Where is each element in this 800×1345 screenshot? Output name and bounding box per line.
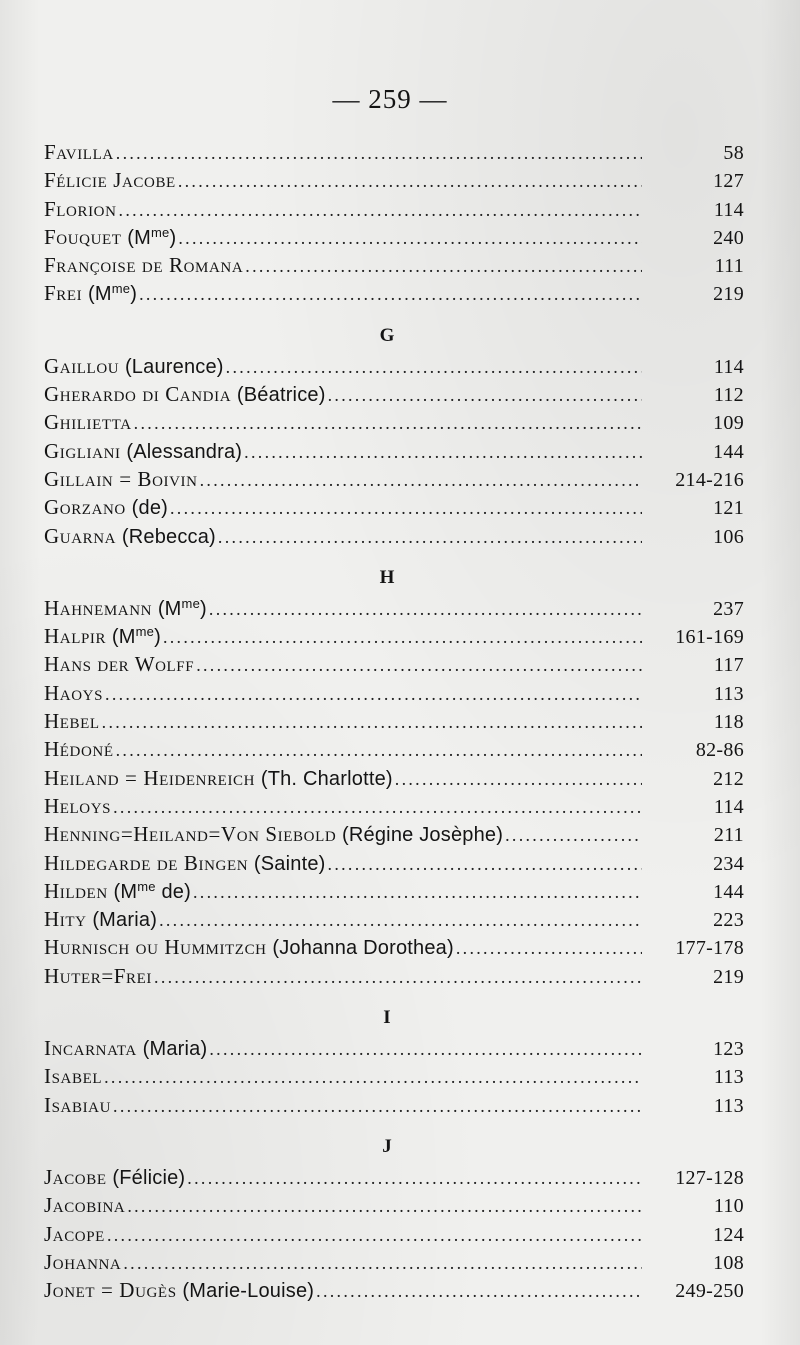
entry-surname: Gillain = Boivin xyxy=(44,466,198,491)
entry-name xyxy=(44,197,117,222)
index-entry xyxy=(44,168,744,196)
entry-qualifier: $(M^{me})$ xyxy=(82,281,138,306)
index-entry xyxy=(44,524,744,552)
index-entry xyxy=(44,822,744,850)
entry-name xyxy=(44,596,207,621)
entry-surname: Hity xyxy=(44,907,87,932)
index-entry xyxy=(44,596,744,624)
entry-surname: Ghilietta xyxy=(44,410,132,435)
entry-qualifier: (Marie-Louise) xyxy=(176,1280,315,1303)
entry-surname: Isabel xyxy=(44,1064,103,1089)
entry-name xyxy=(44,1036,207,1061)
index-entry xyxy=(44,225,744,253)
index-entry xyxy=(44,1222,744,1250)
index-entry xyxy=(44,467,744,495)
dot-leader xyxy=(163,628,642,646)
entry-qualifier: (Johanna Dorothea) xyxy=(266,937,454,960)
entry-name xyxy=(44,1222,105,1247)
index-entry xyxy=(44,439,744,467)
entry-surname: Henning=Heiland=Von Siebold xyxy=(44,822,337,847)
entry-surname: Guarna xyxy=(44,523,117,548)
entry-surname: Félicie Jacobe xyxy=(44,168,176,193)
entry-qualifier: $(M^{me})$ xyxy=(121,224,177,249)
dot-leader xyxy=(187,1169,642,1187)
entry-name xyxy=(44,709,100,734)
index-entry xyxy=(44,354,744,382)
entry-name xyxy=(44,382,326,407)
index-entry xyxy=(44,197,744,225)
dot-leader xyxy=(107,1226,642,1244)
page-reference: 249-250 xyxy=(675,1280,744,1303)
entry-surname: Haoys xyxy=(44,680,104,705)
page-reference: 223 xyxy=(713,909,744,932)
entry-qualifier: (Félicie) xyxy=(106,1166,186,1189)
entry-qualifier: (Th. Charlotte) xyxy=(255,767,393,790)
entry-surname: Françoise de Romana xyxy=(44,253,244,278)
entry-surname: Gigliani xyxy=(44,438,121,463)
index-entry xyxy=(44,382,744,410)
dot-leader xyxy=(456,939,642,957)
dot-leader xyxy=(245,257,642,275)
entry-qualifier: (Laurence) xyxy=(119,355,224,378)
dot-leader xyxy=(105,685,642,703)
entry-surname: Fouquet xyxy=(44,224,122,249)
page-reference: 237 xyxy=(713,597,744,620)
dot-leader xyxy=(209,600,642,618)
entry-name xyxy=(44,794,111,819)
entry-name xyxy=(44,652,194,677)
page-reference: 118 xyxy=(713,711,744,734)
page-reference: 106 xyxy=(713,525,744,548)
index-entry xyxy=(44,1093,744,1121)
dot-leader xyxy=(113,798,642,816)
page-reference: 177-178 xyxy=(675,937,744,960)
dot-leader xyxy=(395,770,642,788)
entry-surname: Frei xyxy=(44,281,83,306)
dot-leader xyxy=(196,656,642,674)
entry-name xyxy=(44,1250,121,1275)
entry-surname: Hilden xyxy=(44,878,108,903)
index-entry xyxy=(44,737,744,765)
section-letter: H xyxy=(379,566,395,588)
entry-surname: Hurnisch ou Hummitzch xyxy=(44,935,267,960)
entry-surname: Incarnata xyxy=(44,1036,137,1061)
entry-surname: Jacobe xyxy=(44,1164,107,1189)
page-reference: 124 xyxy=(713,1223,744,1246)
index-entry xyxy=(44,1036,744,1064)
dot-leader xyxy=(226,358,642,376)
entry-surname: Gorzano xyxy=(44,495,126,520)
entry-name xyxy=(44,624,161,649)
entry-surname: Johanna xyxy=(44,1249,122,1274)
entry-qualifier: $(M^{me})$ xyxy=(106,624,161,649)
entry-name xyxy=(44,225,176,250)
dot-leader xyxy=(116,741,642,759)
dot-leader xyxy=(123,1254,642,1272)
entry-surname: Florion xyxy=(44,196,117,221)
index-entry xyxy=(44,140,744,168)
page-reference: 234 xyxy=(713,852,744,875)
entry-qualifier: (Sainte) xyxy=(248,852,326,875)
entry-qualifier: (Maria) xyxy=(136,1038,208,1061)
entry-surname: Hans der Wolff xyxy=(44,652,195,677)
dot-leader xyxy=(505,826,642,844)
entry-surname: Hédoné xyxy=(44,737,114,762)
page-reference: 127-128 xyxy=(675,1166,744,1189)
dot-leader xyxy=(200,471,642,489)
section-letter: G xyxy=(379,324,395,346)
dot-leader xyxy=(102,713,642,731)
page-reference: 113 xyxy=(713,682,744,705)
index-entry xyxy=(44,851,744,879)
dot-leader xyxy=(134,414,642,432)
entry-name xyxy=(44,1165,185,1190)
entry-qualifier: $(M^{me})$ xyxy=(152,595,207,620)
page-reference: 121 xyxy=(713,497,744,520)
entry-name xyxy=(44,168,176,193)
entry-qualifier: (de) xyxy=(125,497,168,520)
dot-leader xyxy=(328,855,642,873)
index-entry xyxy=(44,794,744,822)
entry-name xyxy=(44,140,114,165)
index-entry xyxy=(44,495,744,523)
page-reference: 214-216 xyxy=(675,468,744,491)
entry-qualifier: (Régine Josèphe) xyxy=(336,824,504,847)
page-reference: 127 xyxy=(713,170,744,193)
entry-name xyxy=(44,495,168,520)
page-reference: 114 xyxy=(713,355,744,378)
entry-name xyxy=(44,410,132,435)
entry-name xyxy=(44,681,103,706)
index-entry xyxy=(44,1165,744,1193)
dot-leader xyxy=(104,1068,642,1086)
entry-surname: Huter=Frei xyxy=(44,963,153,988)
dot-leader xyxy=(113,1097,642,1115)
entry-surname: Hahnemann xyxy=(44,595,153,620)
index-entry xyxy=(44,766,744,794)
page-reference: 111 xyxy=(714,255,744,278)
entry-name xyxy=(44,354,224,379)
index-entry xyxy=(44,410,744,438)
page-reference: 58 xyxy=(723,142,744,164)
entry-surname: Jonet = Dugès xyxy=(44,1278,177,1303)
dot-leader xyxy=(119,201,642,219)
page-reference: 161-169 xyxy=(675,626,744,649)
dot-leader xyxy=(193,883,642,901)
entry-name xyxy=(44,467,198,492)
entry-name xyxy=(44,879,191,904)
entry-name xyxy=(44,1193,125,1218)
page-reference: 144 xyxy=(713,440,744,463)
dot-leader xyxy=(154,968,642,986)
entry-surname: Hildegarde de Bingen xyxy=(44,850,249,875)
index-entry xyxy=(44,681,744,709)
page-reference: 123 xyxy=(713,1038,744,1061)
entry-qualifier: (Béatrice) xyxy=(231,384,326,407)
index-entry xyxy=(44,907,744,935)
section-letter: I xyxy=(383,1007,391,1029)
entry-name xyxy=(44,964,152,989)
page-number: — 259 — xyxy=(332,84,448,114)
entry-surname: Heloys xyxy=(44,793,112,818)
index-entry xyxy=(44,281,744,309)
index-entry xyxy=(44,624,744,652)
page-reference: 109 xyxy=(713,412,744,435)
dot-leader xyxy=(218,528,642,546)
entry-qualifier: (Rebecca) xyxy=(116,525,216,548)
page-reference: 108 xyxy=(713,1251,744,1274)
page-reference: 113 xyxy=(713,1094,744,1117)
index-entry xyxy=(44,964,744,992)
index-entry xyxy=(44,709,744,737)
entry-surname: Gaillou xyxy=(44,353,120,378)
dot-leader xyxy=(178,229,642,247)
dot-leader xyxy=(139,285,642,303)
entry-surname: Halpir xyxy=(44,624,107,649)
dot-leader xyxy=(316,1282,642,1300)
section-letter: J xyxy=(382,1135,392,1157)
entry-surname: Heiland = Heidenreich xyxy=(44,765,256,790)
entry-qualifier: ($M^{me}$ de) xyxy=(107,878,191,903)
entry-name xyxy=(44,822,503,847)
page-reference: 114 xyxy=(713,795,744,818)
entry-surname: Jacope xyxy=(44,1221,105,1246)
dot-leader xyxy=(127,1197,642,1215)
index-entry xyxy=(44,1278,744,1306)
entry-surname: Jacobina xyxy=(44,1193,126,1218)
entry-qualifier: (Maria) xyxy=(86,909,158,932)
entry-name xyxy=(44,439,242,464)
page-reference: 112 xyxy=(713,384,744,407)
entry-surname: Gherardo di Candia xyxy=(44,382,232,407)
index-entry xyxy=(44,935,744,963)
dot-leader xyxy=(244,443,642,461)
entry-name xyxy=(44,935,454,960)
dot-leader xyxy=(209,1040,642,1058)
dot-leader xyxy=(170,499,642,517)
page-reference: 144 xyxy=(713,880,744,903)
entry-surname: Favilla xyxy=(44,140,114,164)
index-list xyxy=(44,140,744,1306)
index-entry xyxy=(44,1193,744,1221)
entry-surname: Isabiau xyxy=(44,1092,112,1117)
entry-name xyxy=(44,851,326,876)
entry-name xyxy=(44,766,393,791)
page-reference: 219 xyxy=(713,283,744,306)
dot-leader xyxy=(328,386,642,404)
page-reference: 219 xyxy=(713,965,744,988)
page-reference: 240 xyxy=(713,226,744,249)
index-entry xyxy=(44,1250,744,1278)
entry-name xyxy=(44,281,137,306)
entry-name xyxy=(44,1064,102,1089)
index-entry xyxy=(44,652,744,680)
entry-qualifier: (Alessandra) xyxy=(120,440,243,463)
page-reference: 82-86 xyxy=(695,739,744,762)
page-reference: 211 xyxy=(713,824,744,847)
dot-leader xyxy=(178,172,642,190)
page-reference: 117 xyxy=(713,654,744,677)
entry-name xyxy=(44,1093,111,1118)
index-entry xyxy=(44,253,744,281)
entry-name xyxy=(44,524,216,549)
entry-name xyxy=(44,737,114,762)
page-reference: 113 xyxy=(713,1066,744,1089)
entry-name xyxy=(44,1278,314,1303)
page-reference: 114 xyxy=(713,198,744,221)
index-entry xyxy=(44,879,744,907)
dot-leader xyxy=(159,911,642,929)
entry-surname: Hebel xyxy=(44,709,100,734)
entry-name xyxy=(44,253,243,278)
page-reference: 110 xyxy=(713,1195,744,1218)
page-reference: 212 xyxy=(713,767,744,790)
index-entry xyxy=(44,1064,744,1092)
entry-name xyxy=(44,907,157,932)
dot-leader xyxy=(116,144,642,162)
